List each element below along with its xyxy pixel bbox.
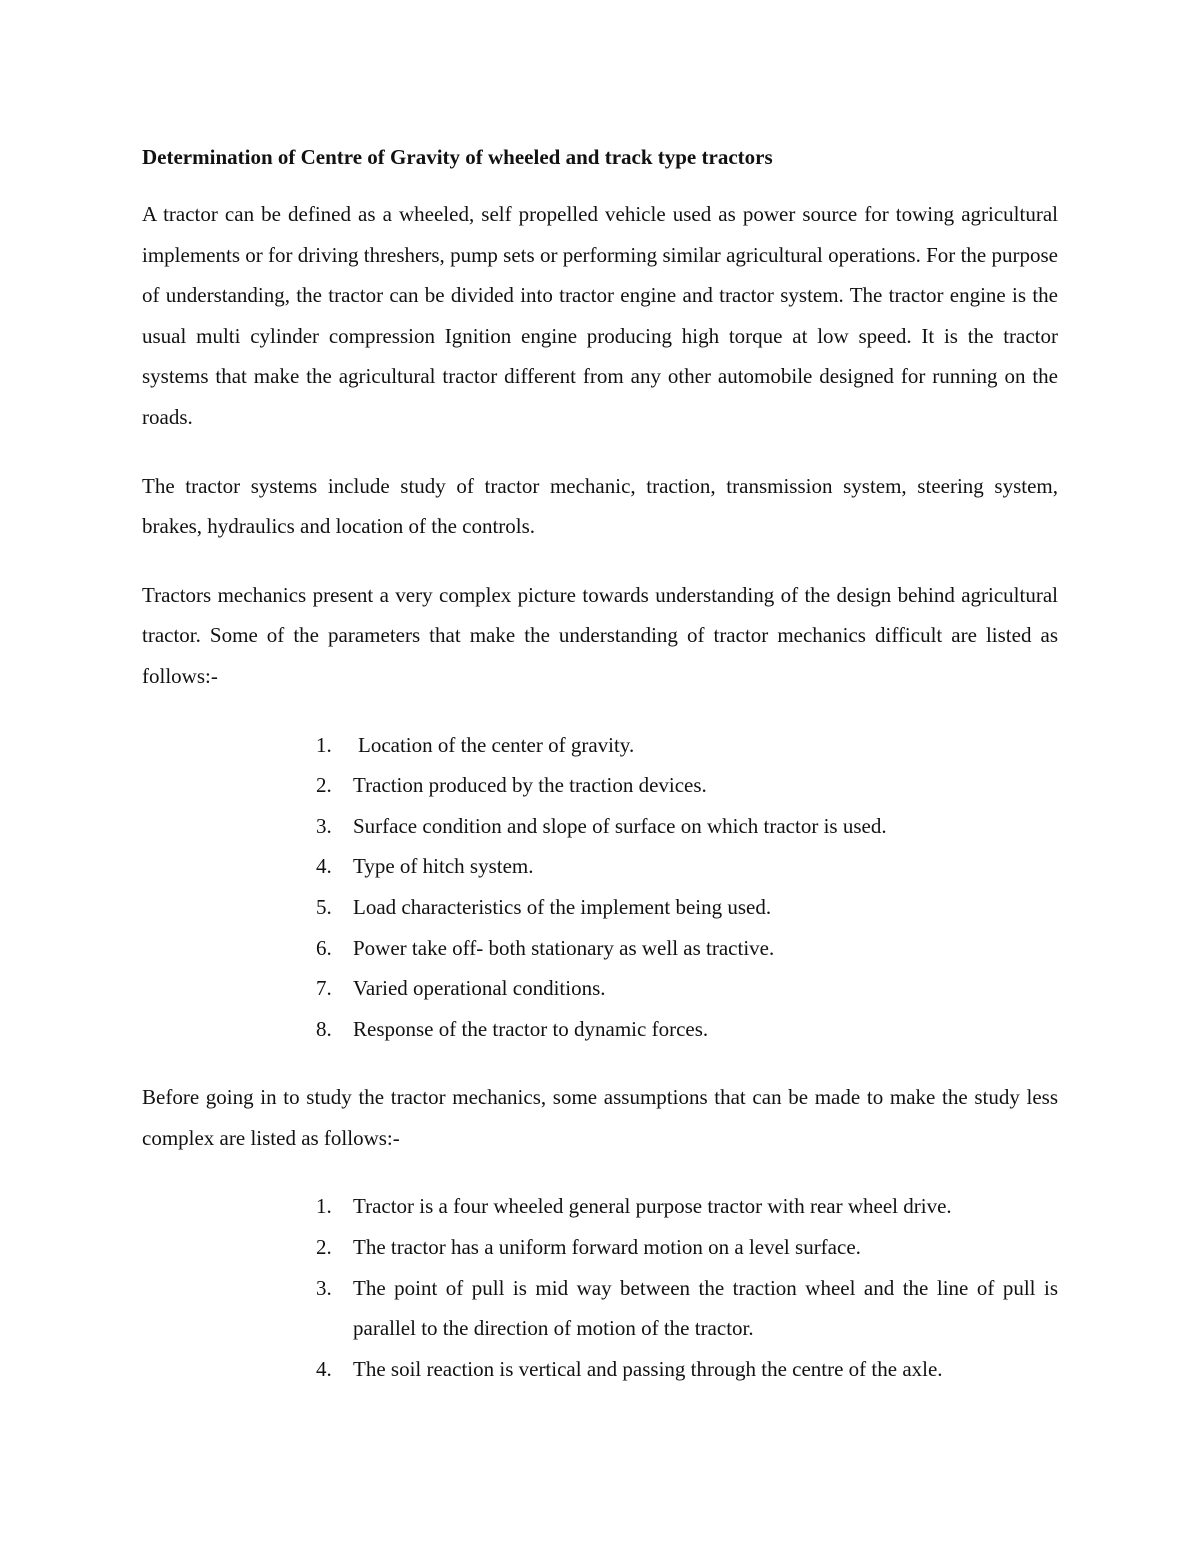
list-text: Traction produced by the traction devices. xyxy=(353,773,707,798)
list-text: Type of hitch system. xyxy=(353,854,534,879)
list-text: Location of the center of gravity. xyxy=(358,732,635,757)
list-number: 2. xyxy=(316,773,332,798)
list-number: 7. xyxy=(316,976,332,1001)
document-page xyxy=(142,140,1058,1417)
list-number: 4. xyxy=(316,854,332,879)
list-number: 1. xyxy=(316,732,332,757)
list-number: 5. xyxy=(316,894,332,919)
list-number: 2. xyxy=(316,1235,332,1260)
list-text: Response of the tractor to dynamic forces. xyxy=(353,1016,709,1041)
list-item xyxy=(142,1349,1058,1390)
parameters-list xyxy=(142,725,1058,1050)
paragraph-assumptions-intro: Before going in to study the tractor mechanics, some assumptions that can be made to make the study less complex are listed as follows:- xyxy=(142,1085,1058,1150)
list-text: Surface condition and slope of surface on which tractor is used. xyxy=(353,813,887,838)
list-text: The point of pull is mid way between the traction wheel and the line of pull is parallel to the direction of motion of the tractor. xyxy=(353,1275,1058,1341)
list-number: 1. xyxy=(316,1194,332,1219)
list-item xyxy=(142,1186,1058,1227)
list-item xyxy=(142,1227,1058,1268)
list-item xyxy=(142,846,1058,887)
list-text: The tractor has a uniform forward motion on a level surface. xyxy=(353,1235,861,1260)
list-item xyxy=(142,928,1058,969)
paragraph-tractor-definition: A tractor can be defined as a wheeled, self propelled vehicle used as power source for towing agricultural implements or for driving threshers, pump sets or performing similar agricultural operations. For the purpose of understanding, the tractor can be divided into tractor engine and tractor system. The tractor engine is the usual multi cylinder compression Ignition engine producing high torque at low speed. It is the tractor systems that make the agricultural tractor different from any other automobile designed for running on the roads. xyxy=(142,202,1058,429)
list-item xyxy=(142,968,1058,1009)
list-number: 3. xyxy=(316,1275,332,1300)
list-item xyxy=(142,806,1058,847)
list-number: 3. xyxy=(316,813,332,838)
list-number: 8. xyxy=(316,1016,332,1041)
list-item xyxy=(142,765,1058,806)
list-text: Tractor is a four wheeled general purpose tractor with rear wheel drive. xyxy=(353,1194,952,1219)
paragraph-tractor-systems: The tractor systems include study of tractor mechanic, traction, transmission system, steering system, brakes, hydraulics and location of the controls. xyxy=(142,473,1058,539)
list-number: 4. xyxy=(316,1356,332,1381)
list-text: Varied operational conditions. xyxy=(353,976,606,1001)
list-text: Power take off- both stationary as well as tractive. xyxy=(353,935,775,960)
list-number: 6. xyxy=(316,935,332,960)
paragraph-tractor-mechanics: Tractors mechanics present a very complex picture towards understanding of the design behind agricultural tractor. Some of the parameters that make the understanding of tractor mechanics difficult are listed as follows:- xyxy=(142,582,1058,688)
list-text: Load characteristics of the implement being used. xyxy=(353,894,772,919)
list-text: The soil reaction is vertical and passing through the centre of the axle. xyxy=(353,1356,943,1381)
assumptions-list xyxy=(142,1186,1058,1389)
list-item xyxy=(142,1009,1058,1050)
document-title: Determination of Centre of Gravity of wheeled and track type tractors xyxy=(142,145,773,169)
list-item xyxy=(142,887,1058,928)
list-item xyxy=(142,725,1058,766)
list-item xyxy=(142,1268,1058,1349)
